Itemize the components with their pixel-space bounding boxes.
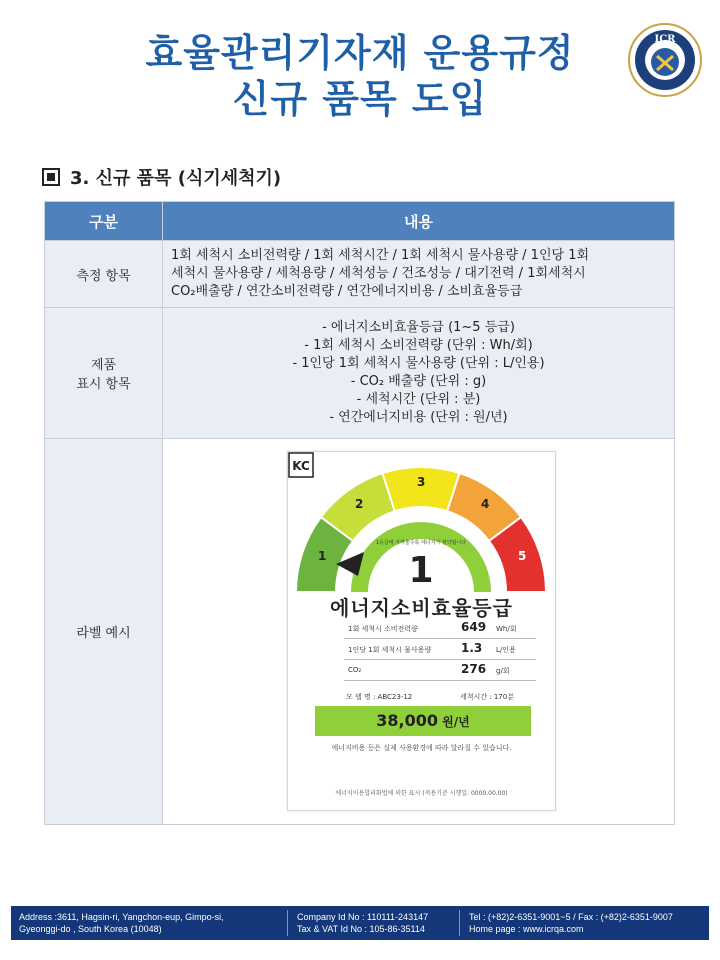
row-value-display bbox=[163, 308, 675, 439]
kc-mark-icon bbox=[288, 452, 314, 478]
col-header-category: 구분 bbox=[45, 202, 163, 241]
label-wash-time: 세척시간 : 170분 bbox=[460, 693, 514, 701]
label-annual-cost-bar bbox=[315, 706, 531, 736]
label-row-name: CO₂ bbox=[348, 666, 362, 674]
footer-company bbox=[297, 911, 428, 935]
label-row-unit: Wh/회 bbox=[496, 625, 517, 633]
label-row-unit: L/인용 bbox=[496, 646, 516, 654]
square-bullet-icon bbox=[42, 168, 60, 186]
label-note: 에너지비용 등은 실제 사용환경에 따라 달라질 수 있습니다. bbox=[331, 744, 512, 752]
label-model: 모 델 명 : ABC23-12 bbox=[346, 693, 413, 701]
annual-cost-amount: 38,000 bbox=[376, 711, 439, 730]
grade-label: 4 bbox=[481, 497, 490, 511]
grade-label: 5 bbox=[518, 549, 527, 563]
display-key-line-1: 제품 bbox=[90, 358, 117, 373]
measure-line-2: 세척시 물사용량 / 세척용량 / 세척성능 / 건조성능 / 대기전력 / 1회세척시 bbox=[171, 266, 586, 281]
display-item: - 연간에너지비용 (단위 : 원/년) bbox=[329, 410, 508, 425]
current-grade-number: 1 bbox=[408, 550, 434, 591]
title-line-2: 신규 품목 도입 bbox=[232, 77, 488, 121]
row-key-measure: 측정 항목 bbox=[45, 241, 163, 308]
table-row bbox=[45, 308, 675, 439]
footer-contact bbox=[469, 911, 673, 935]
display-item: - 에너지소비효율등급 (1~5 등급) bbox=[322, 320, 515, 335]
footer-address bbox=[19, 911, 224, 935]
grade-label: 3 bbox=[417, 475, 426, 489]
display-item: - 1회 세척시 소비전력량 (단위 : Wh/회) bbox=[304, 338, 533, 353]
footer-divider bbox=[287, 910, 288, 936]
row-value-label bbox=[163, 439, 675, 825]
spec-table bbox=[44, 201, 675, 825]
display-item: - CO₂ 배출량 (단위 : g) bbox=[350, 374, 487, 389]
page-title bbox=[0, 30, 720, 122]
footer-divider bbox=[459, 910, 460, 936]
table-row bbox=[45, 241, 675, 308]
footer-contact-line-2: Home page : www.icrqa.com bbox=[469, 924, 584, 934]
logo-text: ICR bbox=[654, 34, 676, 45]
table-row bbox=[45, 439, 675, 825]
row-key-display bbox=[45, 308, 163, 439]
footer-company-line-1: Company Id No : 110111-243147 bbox=[297, 912, 429, 922]
col-header-content: 내용 bbox=[163, 202, 675, 241]
display-key-line-2: 표시 항목 bbox=[76, 377, 131, 392]
footer-contact-line-1: Tel : (+82)2-6351-9001~5 / Fax : (+82)2-6351-9007 bbox=[469, 912, 673, 922]
label-row-name: 1회 세척시 소비전력량 bbox=[348, 625, 418, 633]
grade-label: 2 bbox=[355, 497, 364, 511]
label-row-value: 276 bbox=[461, 662, 487, 676]
table-header-row bbox=[45, 202, 675, 241]
label-row-name: 1인당 1회 세척시 물사용량 bbox=[348, 646, 432, 654]
row-key-label: 라벨 예시 bbox=[45, 439, 163, 825]
label-row bbox=[344, 618, 536, 639]
label-row-value: 1.3 bbox=[461, 641, 483, 655]
energy-label-image bbox=[287, 451, 556, 811]
dome-arc-text: 1등급에 가까울수록 에너지가 절약됩니다 bbox=[375, 540, 467, 546]
kc-mark-text: KC bbox=[292, 459, 310, 473]
label-row bbox=[344, 660, 536, 681]
measure-line-3: CO₂배출량 / 연간소비전력량 / 연간에너지비용 / 소비효율등급 bbox=[171, 284, 523, 299]
footer-bar bbox=[11, 906, 709, 940]
icr-logo bbox=[627, 22, 703, 98]
display-item: - 1인당 1회 세척시 물사용량 (단위 : L/인용) bbox=[292, 356, 545, 371]
grade-label: 1 bbox=[318, 549, 327, 563]
annual-cost-unit: 원/년 bbox=[442, 715, 470, 729]
footer-company-line-2: Tax & VAT Id No : 105-86-35114 bbox=[297, 924, 425, 934]
label-row bbox=[344, 639, 536, 660]
display-item: - 세척시간 (단위 : 분) bbox=[356, 392, 481, 407]
label-bottom-note: 에너지이용합리화법에 의한 표시 (적용기준 시행일: 0000.00.00) bbox=[335, 790, 508, 797]
label-values bbox=[344, 618, 536, 681]
footer-address-line-2: Gyeonggi-do , South Korea (10048) bbox=[19, 924, 162, 934]
label-row-value: 649 bbox=[461, 620, 487, 634]
row-value-measure bbox=[163, 241, 675, 308]
label-row-unit: g/회 bbox=[496, 667, 510, 675]
grade-gauge bbox=[288, 452, 555, 592]
gauge-segment-3 bbox=[382, 467, 459, 511]
section-title: 3. 신규 품목 (식기세척기) bbox=[70, 168, 282, 189]
measure-line-1: 1회 세척시 소비전력량 / 1회 세척시간 / 1회 세척시 물사용량 / 1인당 1회 bbox=[171, 248, 590, 263]
footer-address-line-1: Address :3611, Hagsin-ri, Yangchon-eup, Gimpo-si, bbox=[19, 912, 224, 922]
section-heading bbox=[42, 164, 281, 190]
label-title: 에너지소비효율등급 bbox=[330, 596, 513, 620]
title-line-1: 효율관리기자재 운용규정 bbox=[145, 31, 575, 75]
